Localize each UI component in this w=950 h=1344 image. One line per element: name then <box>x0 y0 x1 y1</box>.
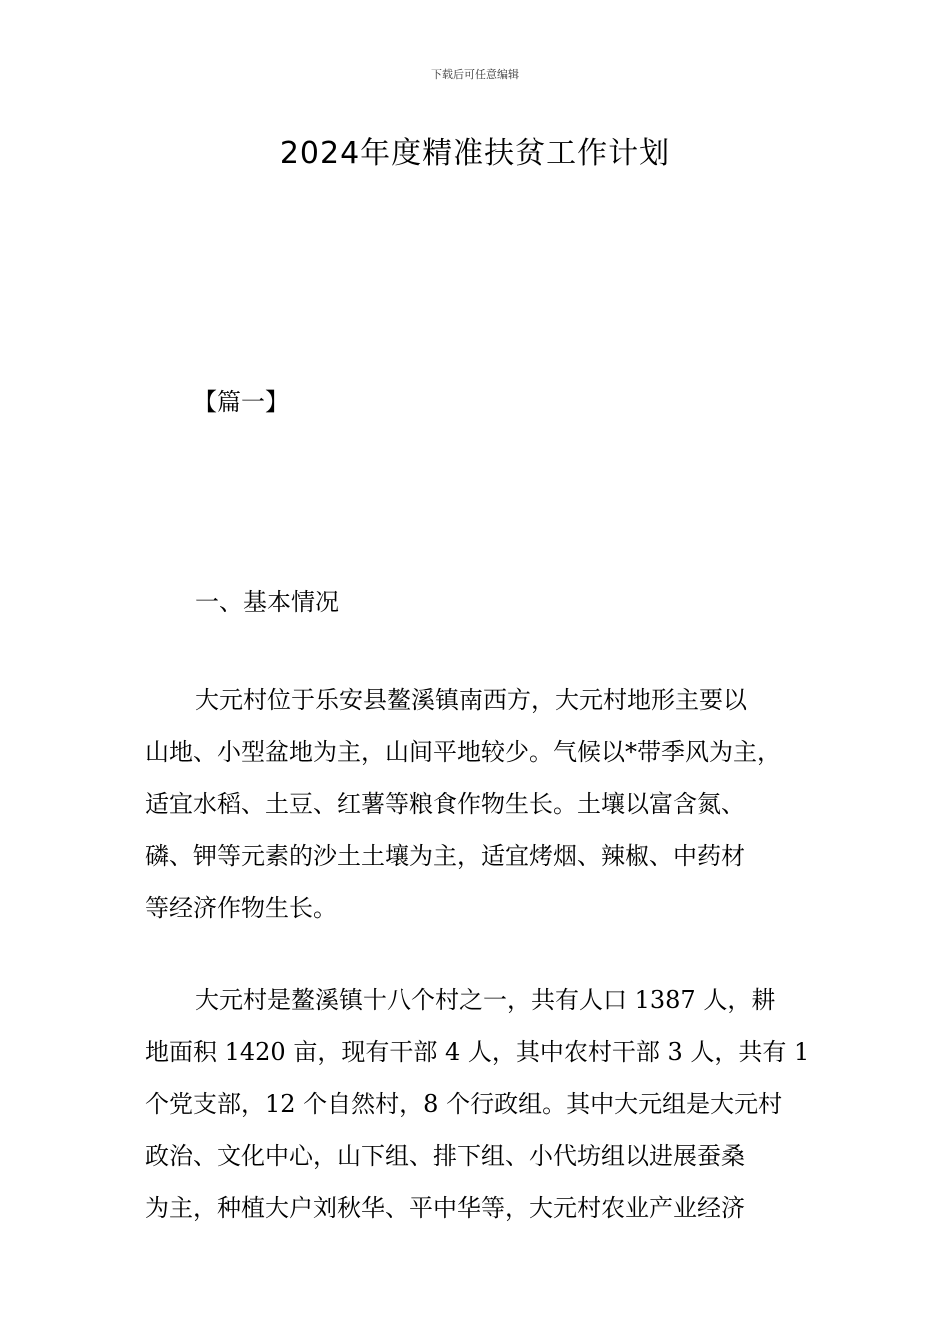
document-title: 2024年度精准扶贫工作计划 <box>279 136 671 171</box>
paragraph-line: 磷、钾等元素的沙土土壤为主，适宜烤烟、辣椒、中药材 <box>145 842 745 870</box>
paragraph-line: 为主，种植大户刘秋华、平中华等，大元村农业产业经济 <box>145 1194 745 1222</box>
header-note: 下载后可任意编辑 <box>431 68 519 81</box>
paragraph-line: 山地、小型盆地为主，山间平地较少。气候以*带季风为主， <box>145 738 781 766</box>
paragraph-line: 适宜水稻、土豆、红薯等粮食作物生长。土壤以富含氮、 <box>145 790 745 818</box>
section-heading-basic-situation: 一、基本情况 <box>195 588 339 616</box>
paragraph-line: 大元村位于乐安县鳌溪镇南西方，大元村地形主要以 <box>195 686 747 714</box>
paragraph-2 <box>145 974 810 1234</box>
section-label: 【篇一】 <box>193 388 289 416</box>
paragraph-line: 地面积 1420 亩，现有干部 4 人，其中农村干部 3 人，共有 1 <box>145 1038 810 1066</box>
paragraph-line: 等经济作物生长。 <box>145 894 337 922</box>
paragraph-line: 大元村是鳌溪镇十八个村之一，共有人口 1387 人，耕 <box>195 986 776 1014</box>
paragraph-line: 个党支部，12 个自然村，8 个行政组。其中大元组是大元村 <box>145 1090 783 1118</box>
paragraph-1 <box>145 674 810 934</box>
paragraph-line: 政治、文化中心，山下组、排下组、小代坊组以进展蚕桑 <box>145 1142 745 1170</box>
